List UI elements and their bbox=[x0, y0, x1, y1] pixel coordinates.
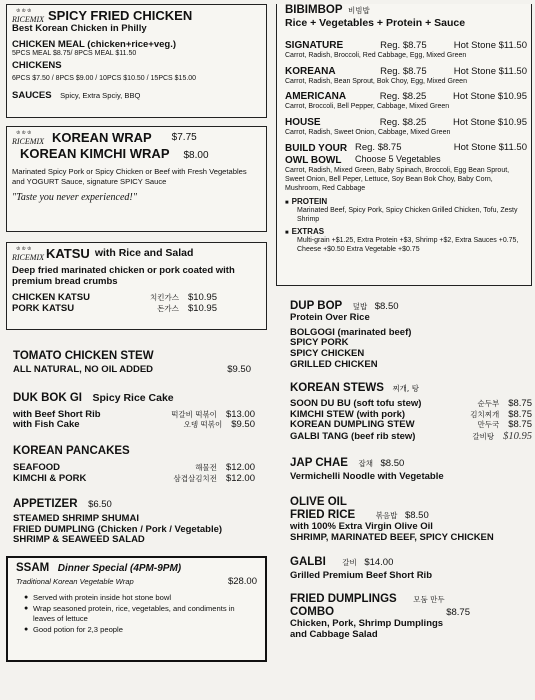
spicy-chicken-subtitle: Best Korean Chicken in Philly bbox=[12, 23, 147, 34]
bibimbop-box bbox=[276, 4, 532, 286]
dupbop-price: $8.50 bbox=[374, 301, 399, 312]
pancakes-section bbox=[6, 445, 267, 484]
ssam-bullet: ● Good potion for 2,3 people bbox=[24, 625, 257, 635]
stews-kr: 찌개, 탕 bbox=[392, 384, 419, 394]
bibimbop-title: BIBIMBOP bbox=[285, 4, 343, 16]
menu-item-row: KIMCHI & PORK 삼겹살김치전 $12.00 bbox=[13, 472, 255, 484]
dumplings-title-2: COMBO bbox=[290, 606, 335, 619]
appetizer-item: STEAMED SHRIMP SHUMAI bbox=[13, 513, 139, 525]
menu-item-row: with Fish Cake 오뎅 떡볶이 $9.50 bbox=[13, 419, 255, 431]
dupbop-sub: Protein Over Rice bbox=[290, 312, 370, 323]
dukbokgi-title: DUK BOK GI bbox=[13, 391, 82, 404]
owl-bowl-item: BUILD YOUR OWL BOWL Reg. $8.75 Hot Stone $11.50 Choose 5 Vegetables Carrot, Radish, Mixed Green, Baby Spinach, Broccoli, Egg Bean Sprout, Sweet Onion, Bell Peper, Lettuce, Soy Bean Bok Choy, Baby Corn, Mushroom, Red Cabbage bbox=[285, 141, 527, 192]
appetizer-title: APPETIZER bbox=[13, 498, 78, 511]
japchae-sub: Vermichelli Noodle with Vegetable bbox=[290, 470, 444, 482]
kimchi-wrap-title: KOREAN KIMCHI WRAP bbox=[20, 146, 170, 161]
chickens-prices: 6PCS $7.50 / 8PCS $9.00 / 10PCS $10.50 / 15PCS $15.00 bbox=[12, 74, 197, 82]
galbi-price: $14.00 bbox=[364, 556, 394, 568]
bibimbop-item: AMERICANA Reg. $8.25 Hot Stone $10.95 Carrot, Broccoli, Bell Pepper, Cabbage, Mixed Green bbox=[285, 91, 527, 111]
dupbop-item: GRILLED CHICKEN bbox=[290, 358, 378, 370]
galbi-section bbox=[276, 556, 532, 582]
dupbop-title: DUP BOP bbox=[290, 300, 343, 312]
dupbop-item: SPICY PORK bbox=[290, 337, 349, 349]
japchae-kr: 잡채 bbox=[358, 458, 373, 468]
dukbokgi-suffix: Spicy Rice Cake bbox=[92, 391, 174, 404]
bibimbop-sub: Rice + Vegetables + Protein + Sauce bbox=[285, 17, 466, 29]
ricemix-logo: ♔♔♔ RICEMIX bbox=[12, 131, 44, 146]
protein-block: ■ PROTEIN Marinated Beef, Spicy Pork, Spicy Chicken Grilled Chicken, Tofu, Zesty Shrimp bbox=[285, 198, 527, 225]
dumplings-section bbox=[276, 593, 532, 640]
right-column bbox=[276, 4, 532, 641]
tomato-stew-section bbox=[6, 350, 267, 376]
dupbop-item: SPICY CHICKEN bbox=[290, 347, 365, 359]
ssam-bullet: ● Wrap seasoned protein, rice, vegetables, and condiments in leaves of lettuce bbox=[24, 604, 257, 623]
olive-title-2: FRIED RICE bbox=[290, 509, 356, 522]
left-column bbox=[6, 4, 267, 662]
spicy-chicken-title: SPICY FRIED CHICKEN bbox=[48, 8, 193, 23]
katsu-title: KATSU bbox=[46, 246, 90, 261]
ssam-price: $28.00 bbox=[227, 576, 257, 587]
ssam-sub: Traditional Korean Vegetable Wrap bbox=[16, 577, 134, 586]
extras-block: ■ EXTRAS Multi-grain +$1.25, Extra Protein +$3, Shrimp +$2, Extra Sauces +0.75, Cheese +$0.50 Extra Vegetable +$0.75 bbox=[285, 228, 527, 255]
korean-wrap-price: $7.75 bbox=[171, 132, 197, 144]
stew-row: GALBI TANG (beef rib stew) 갈비탕 $10.95 bbox=[290, 431, 532, 442]
stew-row: SOON DU BU (soft tofu stew) 순두부 $8.75 bbox=[290, 398, 532, 410]
stews-title: KOREAN STEWS bbox=[290, 382, 384, 395]
tomato-stew-title: TOMATO CHICKEN STEW bbox=[13, 350, 154, 362]
ssam-suffix: Dinner Special (4PM-9PM) bbox=[57, 563, 182, 574]
ssam-box bbox=[6, 556, 267, 662]
olive-price: $8.50 bbox=[404, 510, 429, 522]
bibimbop-kr: 비빔밥 bbox=[348, 6, 370, 15]
chicken-meal-prices: 5PCS MEAL $8.75/ 8PCS MEAL $11.50 bbox=[12, 50, 137, 58]
stews-section bbox=[276, 382, 532, 443]
korean-wrap-title: KOREAN WRAP bbox=[52, 130, 152, 145]
menu-item-row: SEAFOOD 해물전 $12.00 bbox=[13, 461, 255, 473]
dumplings-sub-1: Chicken, Pork, Shrimp Dumplings bbox=[290, 618, 444, 630]
menu-item-row: CHICKEN KATSU 치킨가스 $10.95 bbox=[12, 292, 217, 303]
spicy-chicken-box bbox=[6, 4, 267, 118]
menu-item-row: PORK KATSU 돈가스 $10.95 bbox=[12, 302, 217, 314]
japchae-price: $8.50 bbox=[380, 457, 405, 469]
wrap-tagline: "Taste you never experienced!" bbox=[12, 192, 137, 204]
tomato-stew-sub: ALL NATURAL, NO OIL ADDED bbox=[13, 364, 154, 375]
japchae-section bbox=[276, 457, 532, 483]
bibimbop-item: SIGNATURE Reg. $8.75 Hot Stone $11.50 Carrot, Radish, Broccoli, Red Cabbage, Egg, Mixed Green bbox=[285, 39, 527, 59]
menu-item-row: with Beef Short Rib 떡갈비 떡볶이 $13.00 bbox=[13, 408, 255, 420]
dumplings-title-1: FRIED DUMPLINGS bbox=[290, 593, 397, 606]
dumplings-price: $8.75 bbox=[446, 607, 470, 619]
bibimbop-item: HOUSE Reg. $8.25 Hot Stone $10.95 Carrot, Radish, Sweet Onion, Cabbage, Mixed Green bbox=[285, 117, 527, 137]
katsu-title-suffix: with Rice and Salad bbox=[94, 247, 194, 260]
chicken-meal-label: CHICKEN MEAL (chicken+rice+veg.) bbox=[12, 38, 177, 50]
olive-kr: 볶음밥 bbox=[375, 511, 398, 521]
appetizer-item: FRIED DUMPLING (Chicken / Pork / Vegetable) bbox=[13, 523, 223, 535]
ssam-title: SSAM bbox=[16, 562, 50, 574]
ricemix-logo: ♔♔♔ RICEMIX bbox=[12, 9, 44, 24]
dupbop-kr: 덮밥 bbox=[352, 302, 368, 311]
galbi-sub: Grilled Premium Beef Short Rib bbox=[290, 569, 432, 581]
appetizer-price: $6.50 bbox=[88, 499, 112, 511]
olive-sub: with 100% Extra Virgin Olive Oil bbox=[290, 521, 433, 533]
stew-row: KOREAN DUMPLING STEW 만두국 $8.75 bbox=[290, 419, 532, 431]
bibimbop-item: KOREANA Reg. $8.75 Hot Stone $11.50 Carrot, Radish, Bean Sprout, Bok Choy, Egg, Mixed Green bbox=[285, 65, 527, 85]
pancakes-title: KOREAN PANCAKES bbox=[13, 444, 130, 457]
appetizer-item: SHRIMP & SEAWEED SALAD bbox=[13, 534, 145, 546]
olive-section bbox=[276, 496, 532, 543]
katsu-box bbox=[6, 242, 267, 330]
olive-title-1: OLIVE OIL bbox=[290, 496, 347, 509]
japchae-title: JAP CHAE bbox=[290, 456, 348, 469]
ssam-bullet: ● Served with protein inside hot stone bowl bbox=[24, 593, 257, 603]
korean-wrap-box bbox=[6, 126, 267, 232]
katsu-description: Deep fried marinated chicken or pork coated with premium bread crumbs bbox=[12, 265, 235, 287]
olive-list: SHRIMP, MARINATED BEEF, SPICY CHICKEN bbox=[290, 532, 494, 543]
galbi-title: GALBI bbox=[290, 555, 326, 568]
sauces-row: SAUCES Spicy, Extra Spciy, BBQ bbox=[12, 90, 141, 102]
tomato-stew-price: $9.50 bbox=[227, 364, 251, 375]
chickens-label: CHICKENS bbox=[12, 60, 62, 72]
kimchi-wrap-price: $8.00 bbox=[183, 150, 209, 161]
dupbop-section bbox=[276, 300, 532, 370]
ricemix-logo: ♔♔♔ RICEMIX bbox=[12, 247, 44, 262]
stew-row: KIMCHI STEW (with pork) 김치찌개 $8.75 bbox=[290, 408, 532, 420]
appetizer-section bbox=[6, 498, 267, 546]
galbi-kr: 갈비 bbox=[342, 557, 357, 567]
dumplings-kr: 모둠 만두 bbox=[413, 595, 445, 605]
dumplings-sub-2: and Cabbage Salad bbox=[290, 628, 378, 640]
wrap-description: Marinated Spicy Pork or Spicy Chicken or Beef with Fresh Vegetables and YOGURT Sauce, signature SPICY Sauce bbox=[12, 167, 247, 186]
dukbokgi-section bbox=[6, 392, 267, 431]
dupbop-item: BOLGOGI (marinated beef) bbox=[290, 326, 412, 338]
